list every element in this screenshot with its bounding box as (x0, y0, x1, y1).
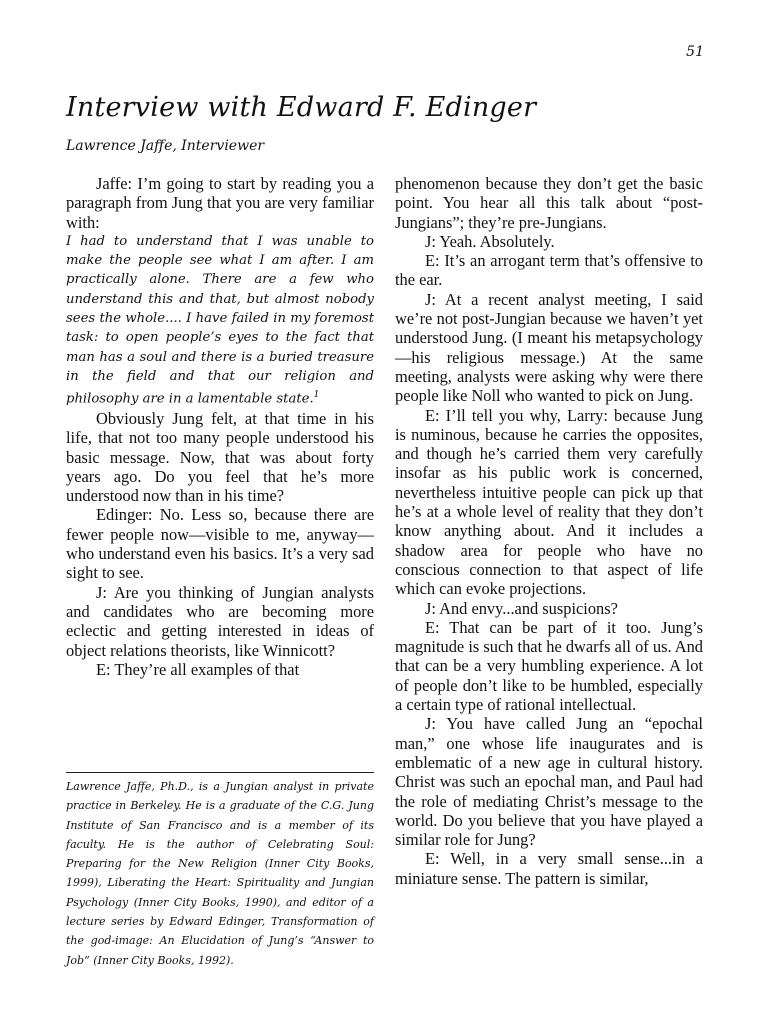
quote-footnote-marker: 1 (313, 390, 320, 401)
intro-paragraph: Jaffe: I’m going to start by reading you a paragraph from Jung that you are very familiar with: (66, 174, 374, 232)
quote-text: I had to understand that I was unable to make the people see what I am after. I am practically alone. There are a few who understand this and that, but almost nobody sees the whole.... I have failed in my foremost task: to open people’s eyes to the fact that man has a soul and there is a buried treasure in the field and that our religion and philosophy are in a lamentable state. (66, 233, 374, 407)
paragraph: Obviously Jung felt, at that time in his life, that not too many people understood his basic message. Now, that was about forty years ago. Do you feel that he’s more understood now than in his time? (66, 408, 374, 506)
paragraph: E: I’ll tell you why, Larry: because Jung is numinous, because he carries the opposites, and though he’s carried them very carefully insofar as his public work is concerned, nevertheless intuitive people can pick up that he’s at a whole level of reality that they don’t know anything about. And it includes a shadow area for people who have no conscious connection to that aspect of life which can evoke projections. (395, 405, 703, 599)
paragraph: J: You have called Jung an “epochal man,” one whose life inaugurates and is emblematic of a new age in cultural history. Christ was such an epochal man, and Paul had the role of mediating Christ’s message to the world. Do you believe that you have played a similar role for Jung? (395, 714, 703, 850)
paragraph: E: It’s an arrogant term that’s offensive to the ear. (395, 251, 703, 290)
right-column (395, 174, 703, 888)
continuation-paragraph: phenomenon because they don’t get the basic point. You hear all this talk about “post-Jungians”; they’re pre-Jungians. (395, 174, 703, 232)
page-title: Interview with Edward F. Edinger (66, 92, 537, 123)
jung-quote (66, 232, 374, 409)
paragraph: J: At a recent analyst meeting, I said we’re not post-Jungian because we haven’t yet understood Jung. (I meant his metapsychology—his religious message.) At the same meeting, analysts were asking why were there people like Noll who wanted to pick on Jung. (395, 289, 703, 406)
interviewer-byline: Lawrence Jaffe, Interviewer (66, 138, 265, 154)
paragraph: J: And envy...and suspicions? (425, 598, 618, 618)
paragraph: J: Are you thinking of Jungian analysts and candidates who are becoming more eclectic and getting interested in ideas of object relations theorists, like Winnicott? (66, 582, 374, 660)
paragraph: E: Well, in a very small sense...in a miniature sense. The pattern is similar, (395, 849, 703, 888)
page-number: 51 (686, 44, 704, 60)
left-column (66, 174, 374, 679)
paragraph: E: They’re all examples of that (96, 659, 300, 679)
author-footnote: Lawrence Jaffe, Ph.D., is a Jungian analyst in private practice in Berkeley. He is a graduate of the C.G. Jung Institute of San Francisco and is a member of its faculty. He is the author of Celebrating Soul: Preparing for the New Religion (Inner City Books, 1999), Liberating the Heart: Spirituality and Jungian Psychology (Inner City Books, 1990), and editor of a lecture series by Edward Edinger, Transformation of the god-image: An Elucidation of Jung’s “Answer to Job” (Inner City Books, 1992). (66, 772, 374, 970)
paragraph: J: Yeah. Absolutely. (425, 231, 555, 251)
paragraph: Edinger: No. Less so, because there are fewer people now—visible to me, anyway—who understand even his basics. It’s a very sad sight to see. (66, 505, 374, 583)
paragraph: E: That can be part of it too. Jung’s magnitude is such that he dwarfs all of us. And that can be a very humbling experience. A lot of people don’t like to be humbled, especially a certain type of rational intellectual. (395, 617, 703, 715)
